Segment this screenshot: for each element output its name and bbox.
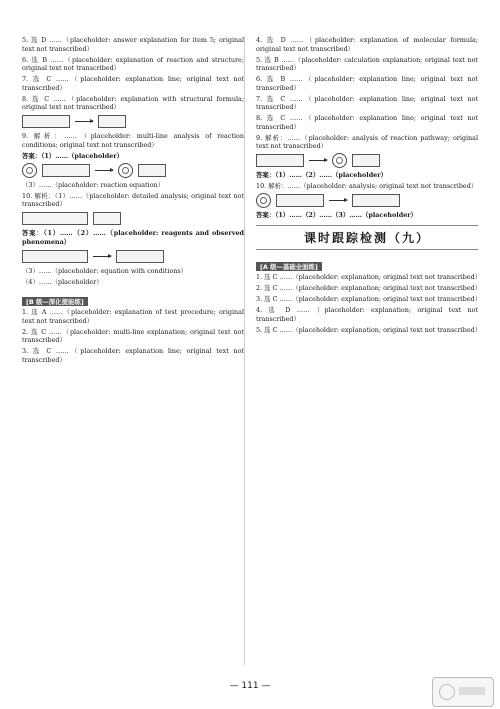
left-item-8: 8. 选 C ……（placeholder: explanation with structural formula; original text not transcribed） [22, 94, 244, 112]
left-b-item-2: 2. 选 C ……（placeholder: multi-line explanation; original text not transcribed） [22, 327, 244, 345]
structural-formula-3 [256, 153, 478, 168]
right-a-item-2: 2. 选 C ……（placeholder: explanation; original text not transcribed） [256, 284, 482, 293]
right-item-9-analysis: 9. 解析：……（placeholder: analysis of reaction pathway; original text not transcribed） [256, 133, 478, 151]
reaction-arrow-icon [95, 170, 113, 171]
level-b-heading: [B 级—深化提能练] [22, 297, 88, 306]
right-a-item-3: 3. 选 C ……（placeholder: explanation; original text not transcribed） [256, 295, 482, 303]
left-item-9-part3: （3）……（placeholder: reaction equation） [22, 180, 165, 189]
reaction-arrow-icon [329, 200, 347, 201]
formula-group [256, 154, 304, 167]
right-item-4: 4. 选 D ……（placeholder: explanation of molecular formula; original text not transcribed） [256, 36, 478, 53]
watermark-logo-icon [432, 677, 494, 707]
left-item-10-analysis: 10. 解析：（1）……（placeholder: detailed analysis; original text not transcribed） [22, 191, 244, 209]
benzene-ring-icon [256, 193, 271, 208]
left-item-10-part3: （3）……（placeholder: equation with conditions） [22, 267, 188, 276]
formula-group [98, 115, 126, 128]
left-b-item-1: 1. 选 A ……（placeholder: explanation of test procedure; original text not transcribed） [22, 307, 244, 325]
formula-group [352, 194, 400, 207]
formula-group [22, 115, 70, 128]
reaction-equation-3 [256, 193, 478, 208]
right-item-5: 5. 选 B ……（placeholder: calculation explanation; original text not transcribed） [256, 55, 478, 73]
formula-group [352, 154, 380, 167]
left-item-10-answer: 答案：（1）……（2）……（placeholder: reagents and observed phenomena） [22, 229, 244, 247]
reaction-arrow-icon [75, 121, 93, 122]
right-column [256, 36, 482, 337]
right-a-item-5: 5. 选 C ……（placeholder: explanation; original text not transcribed） [256, 325, 482, 334]
right-item-9-answer: 答案：（1）……（2）……（placeholder） [256, 171, 388, 180]
page-number: — 111 — [229, 681, 271, 691]
formula-group [138, 164, 166, 177]
level-a-heading: [A 级—基础全面练] [256, 262, 322, 271]
benzene-ring-icon [118, 163, 133, 178]
section-title: 课时跟踪检测（九） [256, 225, 478, 250]
right-item-6: 6. 选 B ……（placeholder: explanation line; original text not transcribed） [256, 75, 478, 92]
right-item-10-answer: 答案：（1）……（2）……（3）……（placeholder） [256, 211, 418, 220]
formula-group [22, 212, 88, 225]
reaction-equation-2 [22, 249, 244, 264]
left-item-9-answer: 答案：（1）……（placeholder） [22, 151, 123, 160]
right-item-7: 7. 选 C ……（placeholder: explanation line; original text not transcribed） [256, 94, 478, 112]
left-b-item-3: 3. 选 C ……（placeholder: explanation line; original text not transcribed） [22, 347, 244, 364]
reaction-arrow-icon [309, 160, 327, 161]
benzene-ring-icon [332, 153, 347, 168]
left-item-9-analysis: 9. 解析：……（placeholder: multi-line analysis of reaction conditions; original text not transcribed） [22, 132, 244, 149]
column-divider [244, 36, 245, 665]
right-item-10-analysis: 10. 解析：……（placeholder: analysis; original text not transcribed） [256, 182, 478, 191]
benzene-ring-icon [22, 163, 37, 178]
formula-group [116, 250, 164, 263]
right-a-item-4: 4. 选 D ……（placeholder: explanation; original text not transcribed） [256, 305, 478, 323]
formula-group [93, 212, 121, 225]
formula-group [22, 250, 88, 263]
formula-group [42, 164, 90, 177]
left-item-5: 5. 选 D ……（placeholder: answer explanation for item 5; original text not transcribed） [22, 36, 244, 53]
reaction-arrow-icon [93, 256, 111, 257]
structural-formula-2 [22, 211, 244, 226]
left-column [22, 36, 244, 367]
left-item-6: 6. 选 B ……（placeholder: explanation of reaction and structure; original text not transcribed） [22, 55, 244, 73]
left-item-10-part4: （4）……（placeholder） [22, 278, 103, 286]
structural-formula-1 [22, 114, 244, 129]
formula-group [276, 194, 324, 207]
left-item-7: 7. 选 C ……（placeholder: explanation line; original text not transcribed） [22, 75, 244, 92]
right-item-8: 8. 选 C ……（placeholder: explanation line; original text not transcribed） [256, 114, 478, 131]
reaction-equation-1 [22, 163, 244, 178]
right-a-item-1: 1. 选 C ……（placeholder: explanation; original text not transcribed） [256, 273, 482, 282]
